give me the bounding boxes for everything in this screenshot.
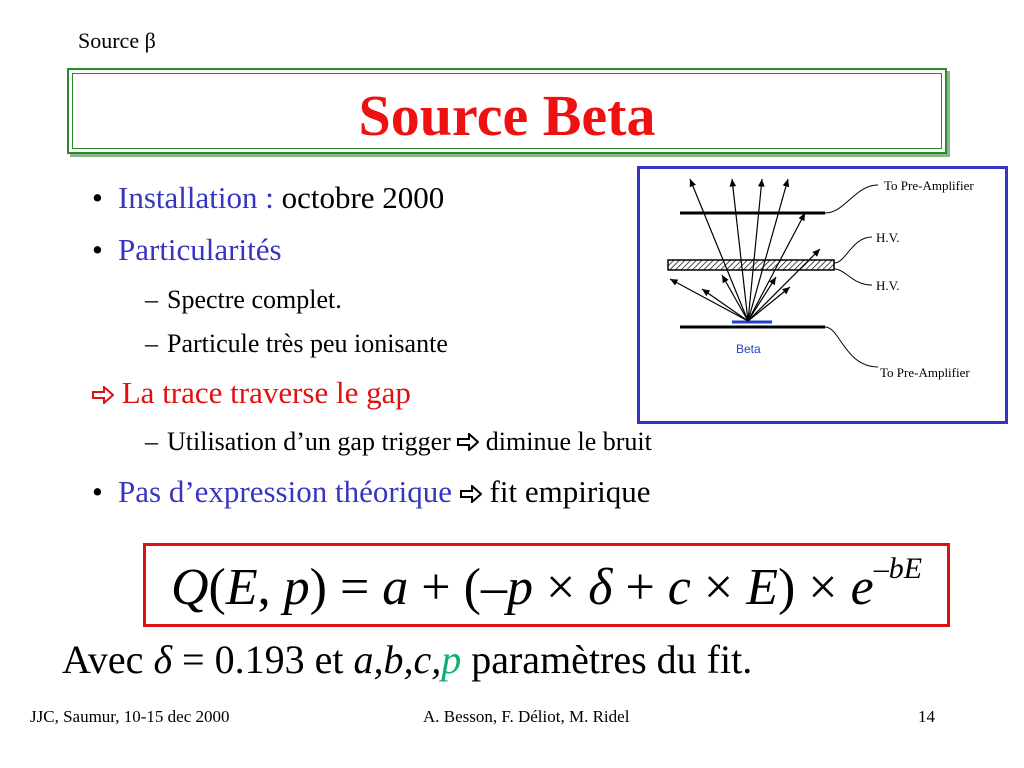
f-comma: , [257, 559, 271, 616]
f-e: e [850, 559, 874, 616]
detector-diagram-svg [640, 169, 1005, 421]
avec-delta: δ [153, 637, 173, 682]
f-open1: ( [208, 559, 226, 616]
utilisation-b: diminue le bruit [485, 427, 652, 456]
avec-p: p [441, 637, 462, 682]
f-exponent: –bE [873, 552, 923, 585]
sub-bullet-spectre: – Spectre complet. [145, 285, 342, 314]
f-times3: × [808, 559, 838, 616]
arrow-right-icon [457, 433, 479, 451]
avec-line [62, 636, 752, 683]
f-Q: Q [170, 559, 209, 616]
footer-page: 14 [918, 707, 935, 726]
f-times1: × [545, 559, 576, 616]
pas-label: Pas d’expression théorique [118, 474, 453, 509]
pas-value: fit empirique [489, 474, 651, 509]
particularites-label: Particularités [118, 232, 282, 267]
beta-rays [670, 179, 820, 321]
bullet-installation: • Installation : octobre 2000 [92, 180, 445, 215]
f-delta: δ [588, 559, 613, 616]
trace-text: La trace traverse le gap [121, 375, 411, 410]
leader-lines [825, 185, 878, 367]
avec-params: a,b,c, [353, 637, 442, 682]
label-to-preamp-bottom: To Pre-Amplifier [880, 365, 970, 380]
avec-prefix: Avec [62, 637, 144, 682]
f-eq: = [339, 559, 370, 616]
f-close1: ) [309, 559, 327, 616]
hv-plate [668, 260, 834, 270]
bullet-particularites: • Particularités [92, 232, 282, 267]
installation-label: Installation : [118, 180, 274, 215]
sub-bullet-particule: – Particule très peu ionisante [145, 329, 448, 358]
arrow-right-icon [92, 386, 114, 404]
slide-title: Source Beta [358, 83, 656, 148]
sub-bullet-utilisation: – Utilisation d’un gap trigger diminue le bruit [145, 427, 652, 456]
title-box [67, 68, 947, 154]
label-hv-1: H.V. [876, 230, 900, 245]
bullet-pas-expression: • Pas d’expression théorique fit empirique [92, 474, 651, 509]
f-minus: – [480, 559, 507, 616]
f-a: a [382, 559, 409, 616]
f-E: E [225, 559, 258, 616]
f-close2: ) [777, 559, 796, 616]
label-hv-2: H.V. [876, 278, 900, 293]
f-p: p [283, 559, 310, 616]
formula [146, 552, 947, 617]
label-beta: Beta [736, 342, 761, 356]
f-times2: × [703, 559, 734, 616]
detector-diagram [637, 166, 1008, 424]
footer-center: A. Besson, F. Déliot, M. Ridel [423, 707, 630, 726]
formula-box [143, 543, 950, 627]
avec-suffix: paramètres du fit. [471, 637, 753, 682]
footer-left: JJC, Saumur, 10-15 dec 2000 [30, 707, 230, 726]
f-c: c [667, 559, 691, 616]
f-E2: E [746, 559, 778, 616]
f-p2: p [506, 559, 533, 616]
sub-particule: Particule très peu ionisante [167, 329, 448, 358]
sub-spectre: Spectre complet. [167, 285, 342, 314]
f-open2: ( [463, 559, 481, 616]
avec-eq: = 0.193 et [182, 637, 344, 682]
f-plus1: + [421, 559, 451, 616]
f-plus2: + [625, 559, 655, 616]
arrow-right-icon [460, 485, 482, 503]
header-label: Source β [78, 28, 156, 53]
installation-value: octobre 2000 [281, 180, 445, 215]
bullet-trace [92, 375, 411, 411]
label-to-preamp-top: To Pre-Amplifier [884, 178, 974, 193]
utilisation-a: Utilisation d’un gap trigger [167, 427, 451, 456]
